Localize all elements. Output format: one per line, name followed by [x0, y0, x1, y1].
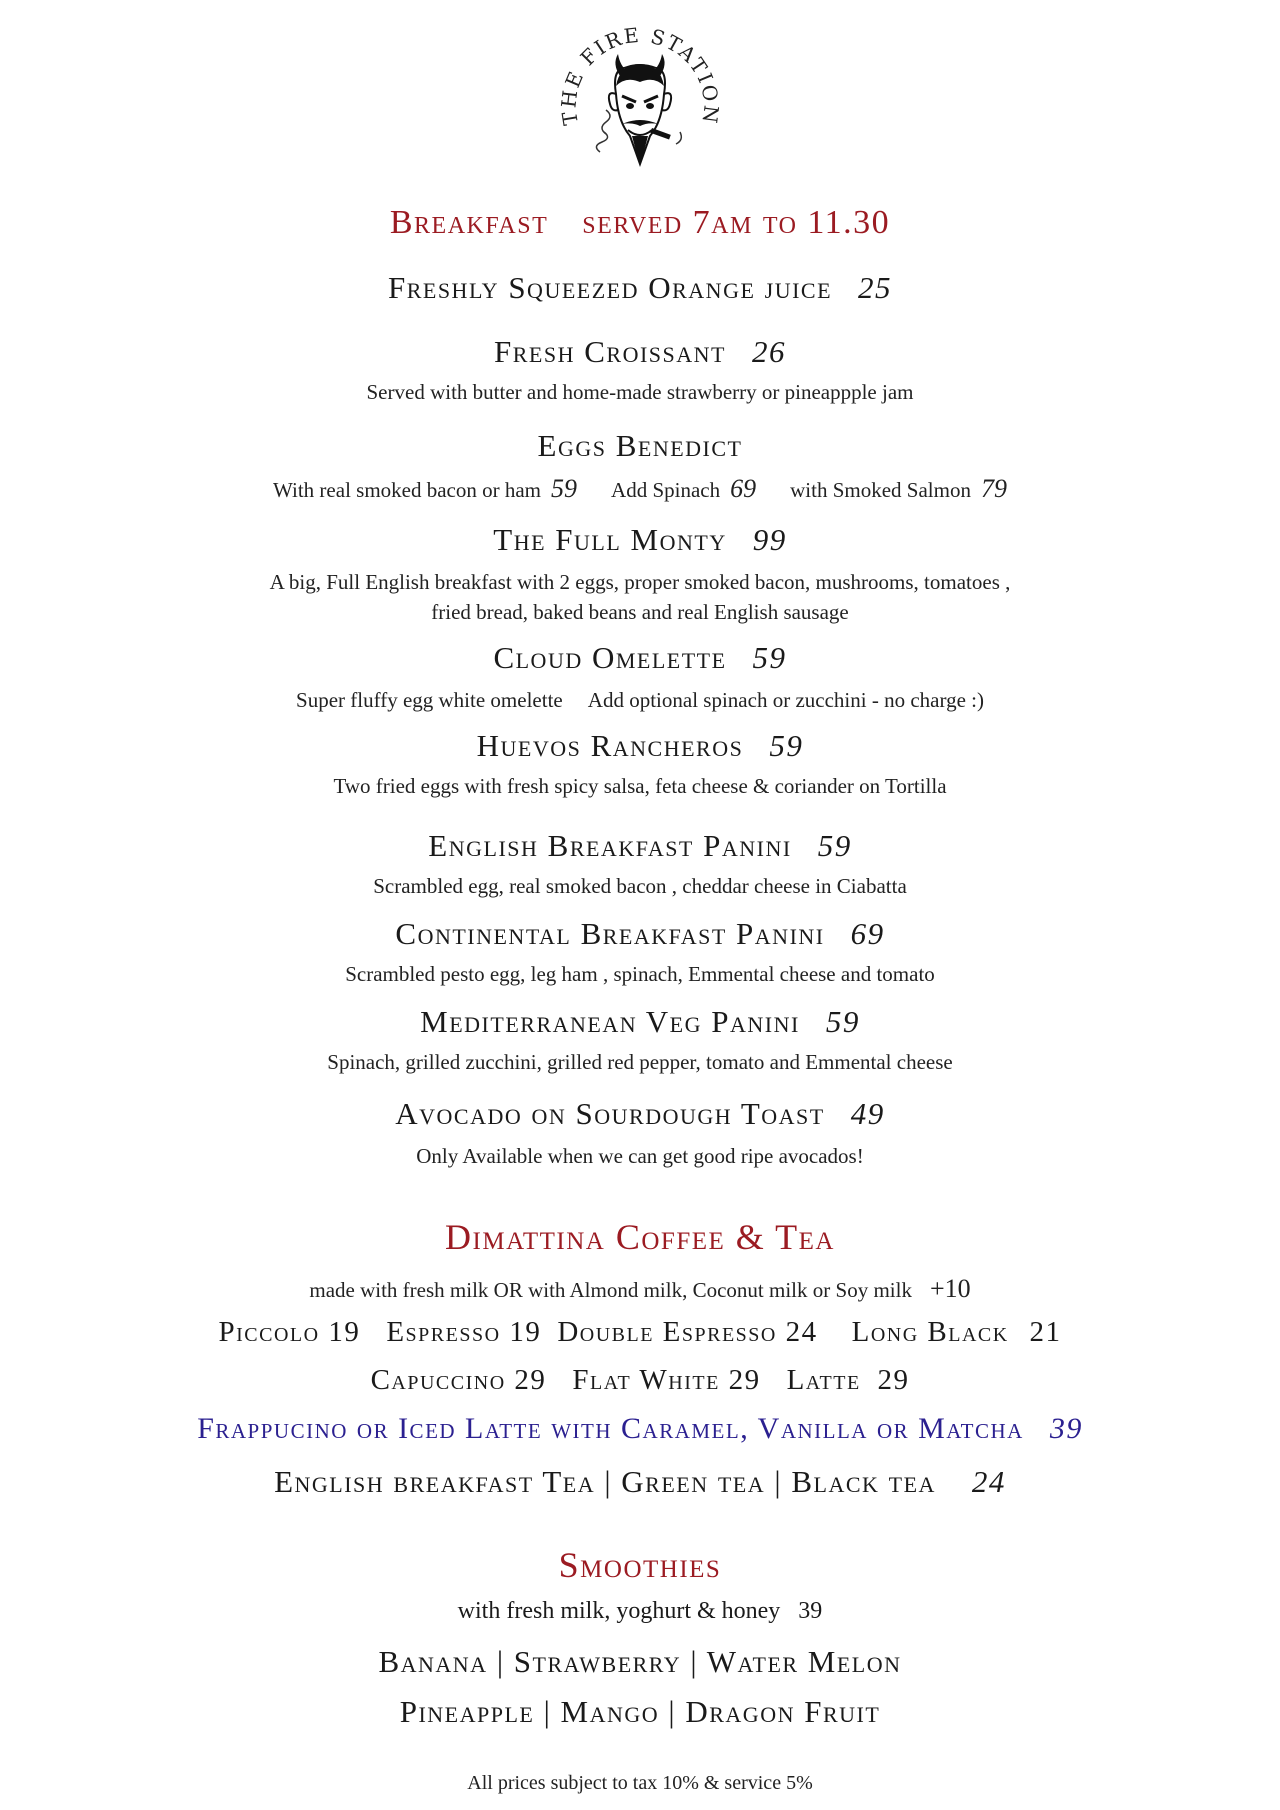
coffee-item: Capuccino 29	[370, 1364, 547, 1396]
item-description: Super fluffy egg white omelette Add optional spinach or zucchini - no charge :)	[296, 688, 984, 712]
item-description: Scrambled pesto egg, leg ham , spinach, Emmental cheese and tomato	[345, 962, 935, 986]
menu-item-english-breakfast-panini	[0, 828, 1280, 864]
item-price: 25	[858, 270, 893, 305]
coffee-item: Flat White 29	[572, 1364, 761, 1396]
logo-text: THE FIRE STATION	[556, 24, 724, 127]
breakfast-title: Breakfast	[389, 204, 549, 241]
item-description: Served with butter and home-made strawberry or pineappple jam	[366, 380, 914, 404]
eggs-benedict-options	[0, 474, 1280, 504]
item-name: Fresh Croissant	[494, 334, 726, 369]
item-description: Only Available when we can get good ripe avocados!	[416, 1144, 864, 1168]
coffee-item: Long Black 21	[851, 1316, 1062, 1348]
item-price: 49	[850, 1096, 885, 1131]
footer-tax-note: All prices subject to tax 10% & service 5%	[467, 1772, 813, 1794]
menu-item-continental-breakfast-panini	[0, 916, 1280, 952]
item-name: Huevos Rancheros	[476, 728, 744, 763]
item-name: Cloud Omelette	[493, 640, 727, 675]
menu-item-cloud-omelette	[0, 640, 1280, 676]
breakfast-served-hours: served 7am to 11.30	[582, 204, 891, 241]
coffee-item: Latte 29	[786, 1364, 910, 1396]
item-price: 26	[751, 334, 786, 369]
frappe-price: 39	[1049, 1412, 1083, 1445]
menu-item-mediterranean-veg-panini	[0, 1004, 1280, 1040]
breakfast-section-title	[0, 204, 1280, 242]
smoothies-note: with fresh milk, yoghurt & honey 39	[457, 1598, 823, 1624]
item-name: Avocado on Sourdough Toast	[395, 1096, 825, 1131]
option-text: Add Spinach	[611, 478, 721, 502]
option-price: 69	[730, 474, 757, 503]
item-price: 59	[817, 828, 852, 863]
option-price: 59	[551, 474, 578, 503]
coffee-item: Espresso 19	[386, 1316, 542, 1348]
option-text: with Smoked Salmon	[790, 478, 971, 502]
menu-item-full-monty	[0, 522, 1280, 558]
coffee-row-1	[0, 1316, 1280, 1349]
frappe-text: Frappucino or Iced Latte with Caramel, Vanilla or Matcha	[197, 1412, 1024, 1445]
coffee-section-title: Dimattina Coffee & Tea	[445, 1217, 835, 1257]
item-name: Mediterranean Veg Panini	[420, 1004, 800, 1039]
tea-price: 24	[971, 1464, 1006, 1499]
smoothies-row-2: Pineapple | Mango | Dragon Fruit	[399, 1694, 881, 1729]
option-text: With real smoked bacon or ham	[273, 478, 542, 502]
coffee-item: Double Espresso 24	[557, 1316, 818, 1348]
menu-item-orange-juice	[0, 270, 1280, 306]
menu-item-avocado-toast	[0, 1096, 1280, 1132]
item-description: Two fried eggs with fresh spicy salsa, feta cheese & coriander on Tortilla	[333, 774, 947, 798]
devil-face-icon	[550, 24, 730, 184]
frappe-line	[0, 1412, 1280, 1446]
item-price: 69	[850, 916, 885, 951]
tea-line	[0, 1464, 1280, 1500]
smoothies-section-title: Smoothies	[558, 1545, 722, 1585]
coffee-item: Piccolo 19	[218, 1316, 361, 1348]
milk-note-price: +10	[929, 1274, 971, 1303]
item-description: A big, Full English breakfast with 2 eggs, proper smoked bacon, mushrooms, tomatoes ,	[269, 570, 1011, 594]
menu-item-croissant	[0, 334, 1280, 370]
item-price: 59	[752, 640, 787, 675]
item-price: 99	[752, 522, 787, 557]
item-name: Continental Breakfast Panini	[395, 916, 825, 951]
menu-item-huevos-rancheros	[0, 728, 1280, 764]
smoothies-row-1: Banana | Strawberry | Water Melon	[378, 1644, 902, 1679]
milk-note-text: made with fresh milk OR with Almond milk, Coconut milk or Soy milk	[309, 1278, 912, 1302]
coffee-milk-note	[0, 1274, 1280, 1304]
item-price: 59	[769, 728, 804, 763]
item-description: fried bread, baked beans and real English sausage	[431, 600, 849, 624]
item-name: Eggs Benedict	[537, 428, 743, 463]
item-name: English Breakfast Panini	[428, 828, 792, 863]
option-price: 79	[980, 474, 1007, 503]
tea-text: English breakfast Tea | Green tea | Black tea	[274, 1464, 936, 1499]
item-description: Scrambled egg, real smoked bacon , cheddar cheese in Ciabatta	[373, 874, 907, 898]
item-price: 59	[825, 1004, 860, 1039]
menu-item-eggs-benedict	[0, 428, 1280, 464]
item-description: Spinach, grilled zucchini, grilled red pepper, tomato and Emmental cheese	[327, 1050, 953, 1074]
coffee-row-2	[0, 1364, 1280, 1397]
fire-station-logo	[550, 24, 730, 184]
item-name: The Full Monty	[493, 522, 727, 557]
item-name: Freshly Squeezed Orange juice	[387, 270, 833, 305]
